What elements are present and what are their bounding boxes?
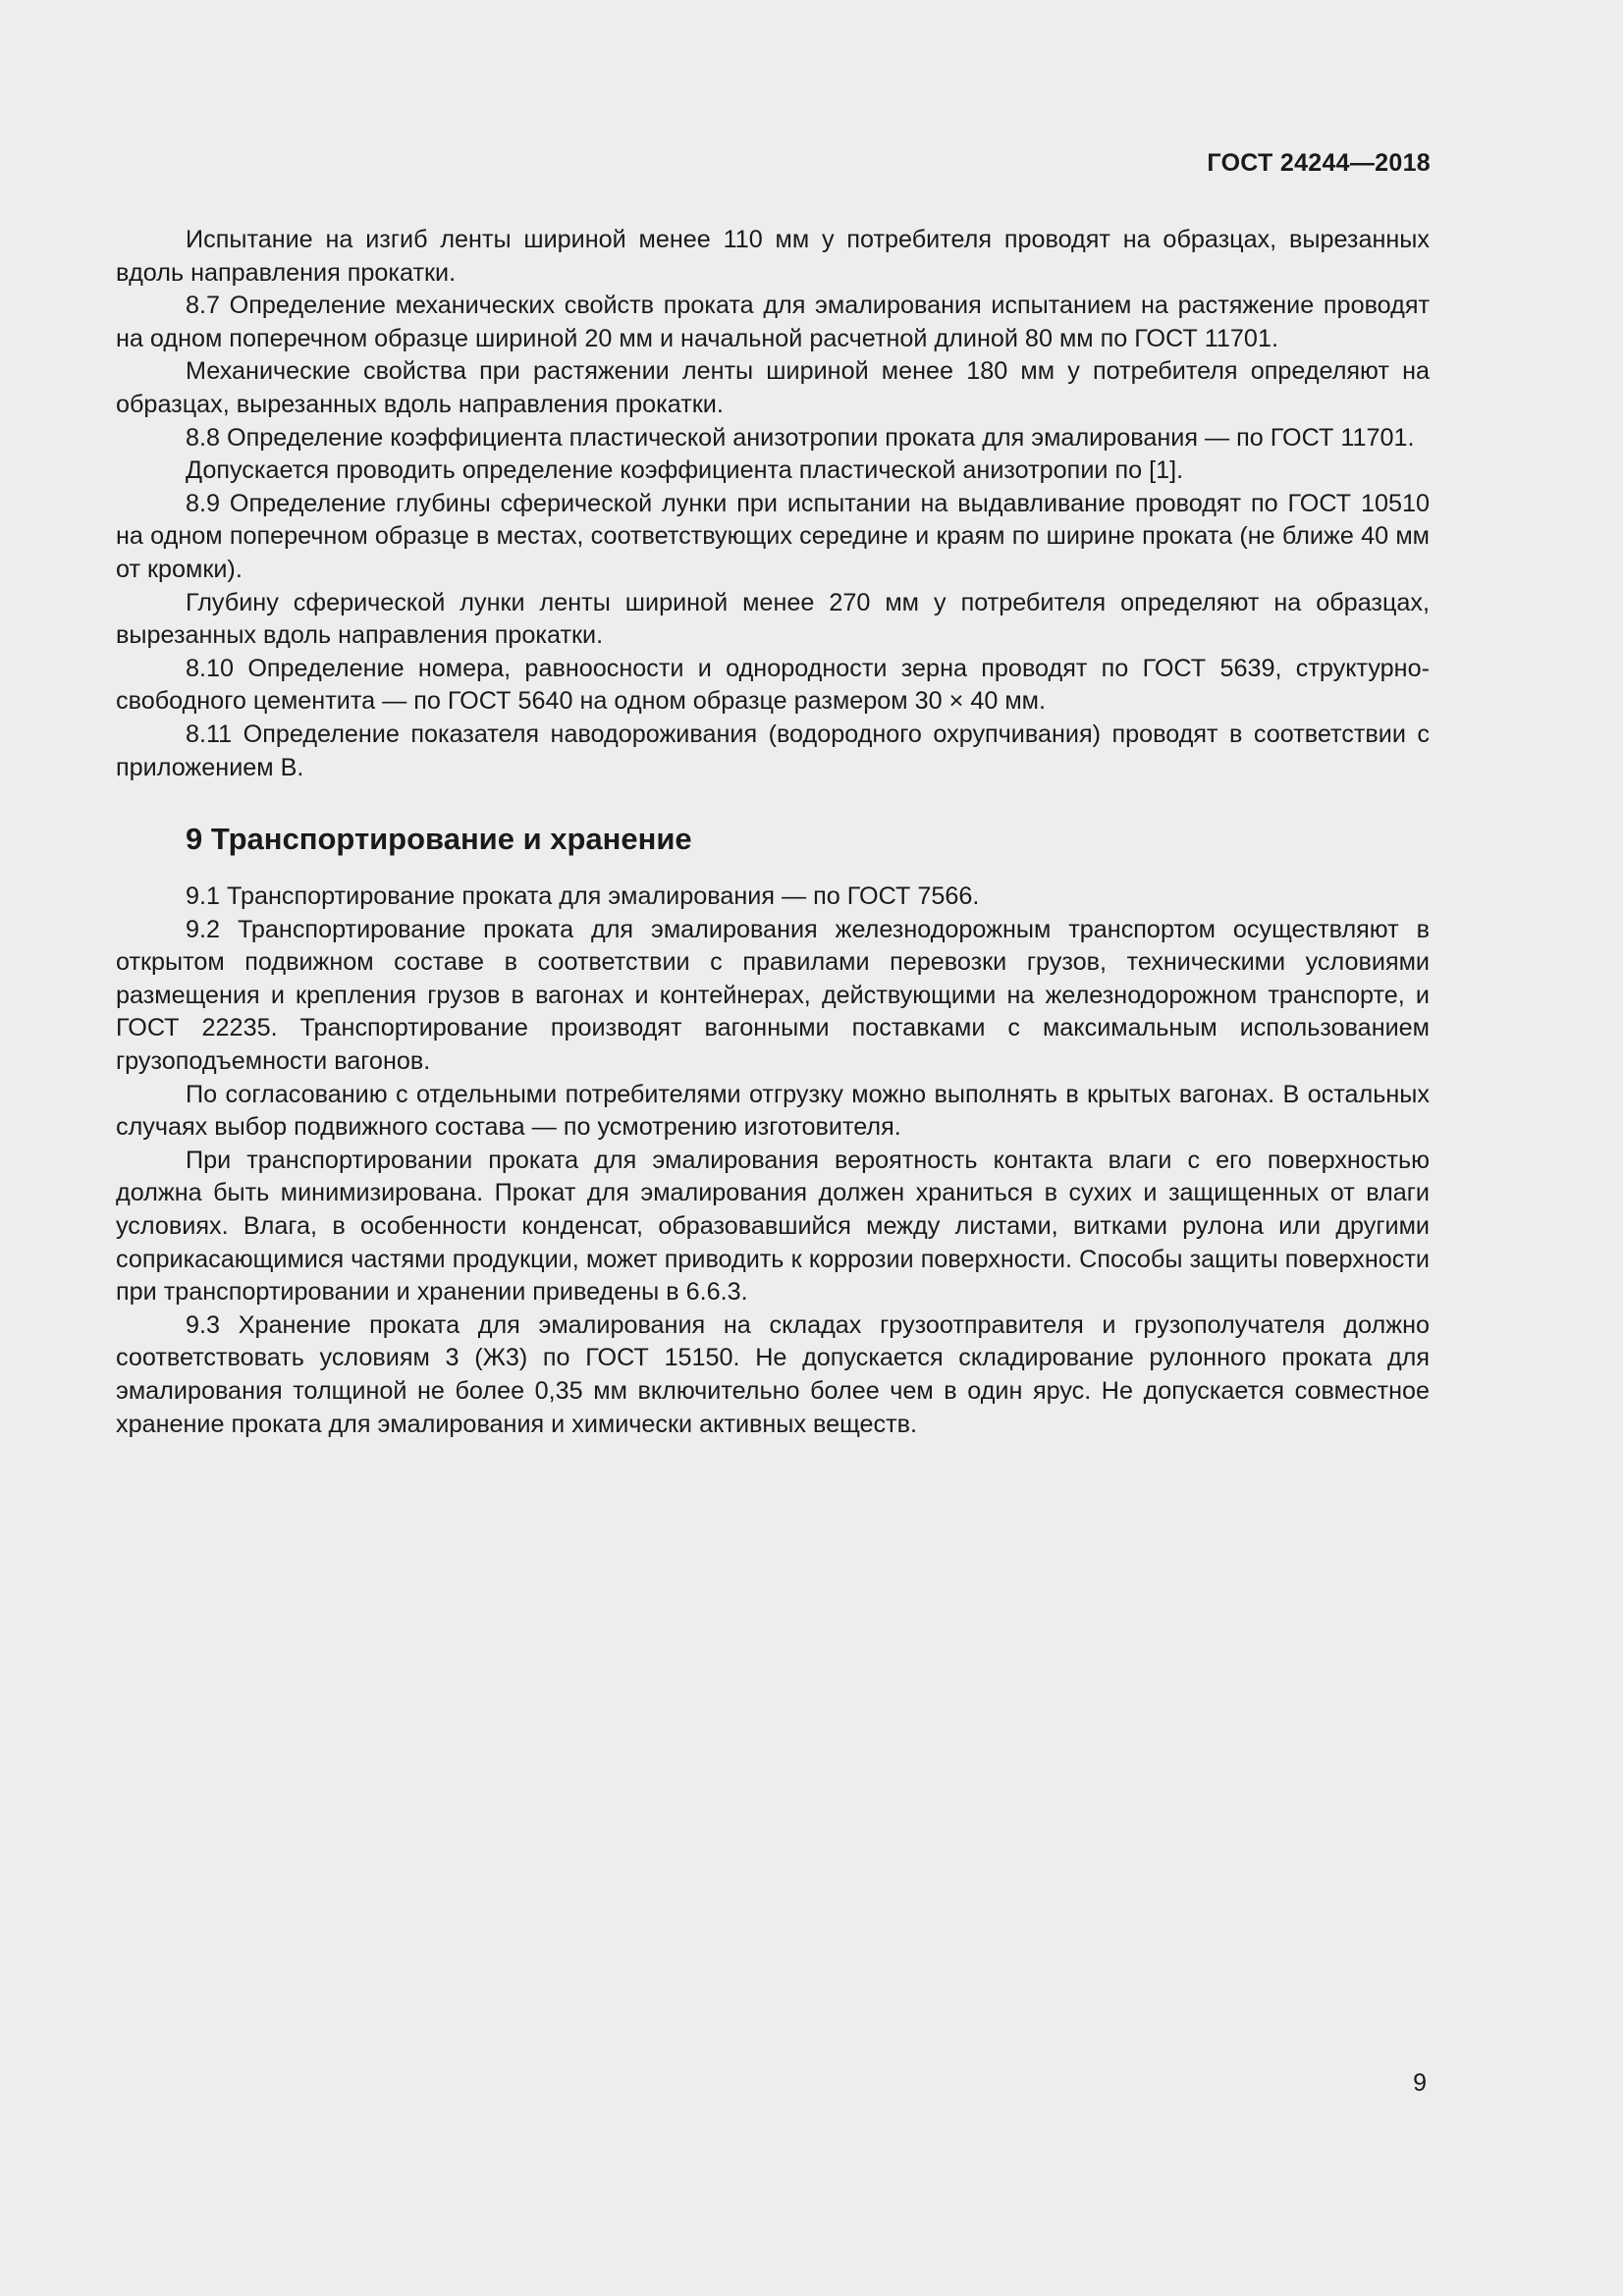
section-heading: 9 Транспортирование и хранение <box>186 822 692 857</box>
paragraph: 8.9 Определение глубины сферической лунки при испытании на выдавливание проводят по ГОСТ 10510 на одном поперечном образце в местах, соответствующих середине и краям по ширине проката (не ближе 40 мм от кромки). <box>116 489 1430 583</box>
paragraph: 8.11 Определение показателя наводороживания (водородного охрупчивания) проводят в соответствии с приложением В. <box>116 720 1430 781</box>
paragraph: 9.2 Транспортирование проката для эмалирования железнодорожным транспортом осуществляют в открытом подвижном составе в соответствии с правилами перевозки грузов, техническими условиями размещения и крепления грузов в вагонах и контейнерах, действующими на железнодорожном транспорте, и ГОСТ 22235. Транспортирование производят вагонными поставками с максимальным использованием грузоподъемности вагонов. <box>116 915 1430 1076</box>
paragraph: При транспортировании проката для эмалирования вероятность контакта влаги с его поверхностью должна быть минимизирована. Прокат для эмалирования должен храниться в сухих и защищенных от влаги условиях. Влага, в особенности конденсат, образовавшийся между листами, витками рулона или другими соприкасающимися частями продукции, может приводить к коррозии поверхности. Способы защиты поверхности при транспортировании и хранении приведены в 6.6.3. <box>116 1146 1430 1307</box>
paragraph: По согласованию с отдельными потребителями отгрузку можно выполнять в крытых вагонах. В остальных случаях выбор подвижного состава — по усмотрению изготовителя. <box>116 1080 1430 1142</box>
paragraph: Допускается проводить определение коэффициента пластической анизотропии по [1]. <box>186 456 1184 485</box>
paragraph: 8.7 Определение механических свойств проката для эмалирования испытанием на растяжение проводят на одном поперечном образце шириной 20 мм и начальной расчетной длиной 80 мм по ГОСТ 11701. <box>116 292 1430 352</box>
standard-header: ГОСТ 24244—2018 <box>1207 149 1431 177</box>
paragraph: 9.3 Хранение проката для эмалирования на складах грузоотправителя и грузополучателя должно соответствовать условиям 3 (Ж3) по ГОСТ 15150. Не допускается складирование рулонного проката для эмалирования толщиной не более 0,35 мм включительно более чем в один ярус. Не допускается совместное хранение проката для эмалирования и химически активных веществ. <box>116 1310 1430 1438</box>
page-number: 9 <box>1413 2069 1427 2097</box>
paragraph: Глубину сферической лунки ленты шириной менее 270 мм у потребителя определяют на образцах, вырезанных вдоль направления прокатки. <box>116 588 1430 650</box>
paragraph: Испытание на изгиб ленты шириной менее 110 мм у потребителя проводят на образцах, вырезанных вдоль направления прокатки. <box>116 226 1430 287</box>
paragraph: Механические свойства при растяжении ленты шириной менее 180 мм у потребителя определяют на образцах, вырезанных вдоль направления прокатки. <box>116 357 1430 418</box>
paragraph: 8.8 Определение коэффициента пластической анизотропии проката для эмалирования — по ГОСТ 11701. <box>186 423 1415 452</box>
paragraph: 8.10 Определение номера, равноосности и однородности зерна проводят по ГОСТ 5639, структурно-свободного цементита — по ГОСТ 5640 на одном образце размером 30 × 40 мм. <box>116 654 1430 716</box>
document-body <box>116 224 1430 1441</box>
paragraph: 9.1 Транспортирование проката для эмалирования — по ГОСТ 7566. <box>186 882 980 911</box>
